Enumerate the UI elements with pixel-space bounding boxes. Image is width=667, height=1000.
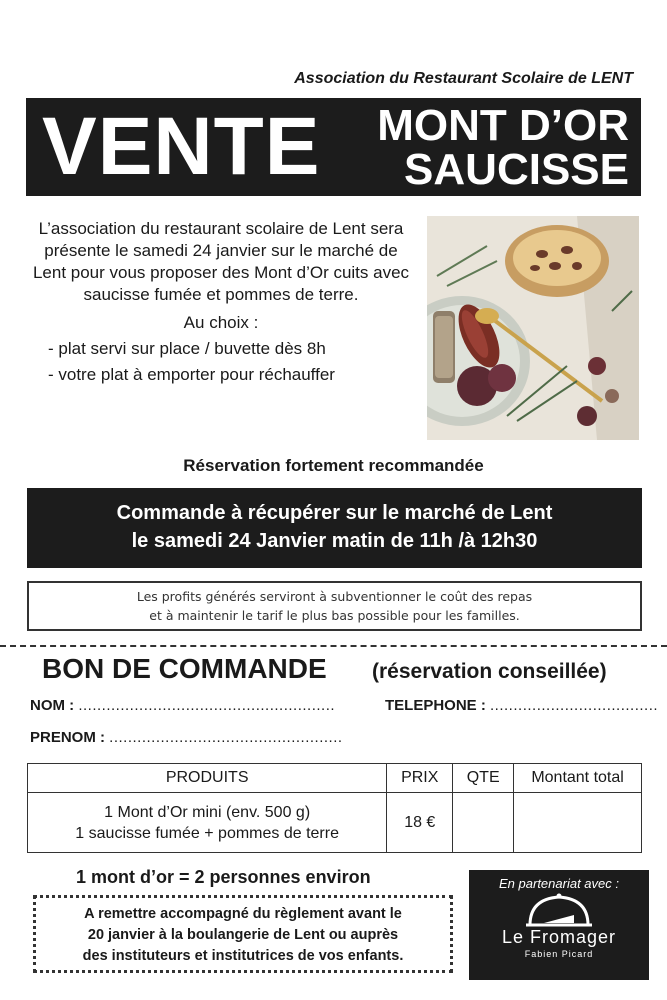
title-banner: [26, 98, 641, 196]
association-name: Association du Restaurant Scolaire de LENT: [294, 70, 633, 87]
telephone-label: TELEPHONE :: [385, 697, 486, 714]
header-products: PRODUITS: [28, 764, 387, 793]
telephone-field[interactable]: [385, 697, 658, 714]
firstname-label: PRENOM :: [30, 729, 105, 746]
banner-product: [377, 101, 629, 194]
header-total: Montant total: [514, 764, 642, 793]
telephone-blank[interactable]: ....................................: [490, 697, 659, 714]
banner-title: VENTE: [42, 101, 321, 192]
deposit-line3: des instituteurs et institutrices de vos enfants.: [82, 948, 404, 964]
profits-notice: [27, 581, 642, 631]
pickup-banner: [27, 488, 642, 568]
choice-option: - votre plat à emporter pour réchauffer: [48, 365, 335, 384]
product-cell: [28, 793, 387, 853]
intro-text: [28, 218, 414, 390]
firstname-blank[interactable]: ..................................................: [109, 729, 343, 746]
order-form-subtitle: (réservation conseillée): [372, 660, 607, 683]
table-header-row: [28, 764, 642, 793]
choice-label: Au choix :: [183, 313, 259, 332]
header-qty: QTE: [453, 764, 514, 793]
profits-line1: Les profits générés serviront à subventionner le coût des repas: [136, 589, 533, 604]
partner-box: [469, 870, 649, 980]
intro-paragraph: L’association du restaurant scolaire de Lent sera présente le samedi 24 janvier sur le marché de Lent pour vous proposer des Mont d’Or cuits avec saucisse fumée et pommes de terre.: [32, 219, 410, 304]
mont-dor-photo: [427, 216, 639, 440]
product-line2: 1 saucisse fumée + pommes de terre: [75, 824, 339, 842]
cut-line: [0, 645, 667, 647]
name-label: NOM :: [30, 697, 75, 714]
pickup-line1: Commande à récupérer sur le marché de Lent: [116, 502, 553, 524]
partner-person: Fabien Picard: [524, 949, 594, 959]
qty-cell[interactable]: [453, 793, 514, 853]
partner-brand: Le Fromager: [501, 927, 617, 947]
firstname-field[interactable]: [30, 729, 343, 746]
product-line1: 1 Mont d’Or mini (env. 500 g): [104, 803, 311, 821]
deposit-instructions: [33, 895, 453, 973]
total-cell[interactable]: [514, 793, 642, 853]
deposit-line1: A remettre accompagné du règlement avant le: [84, 906, 402, 922]
partner-label: En partenariat avec :: [499, 876, 619, 891]
reservation-note: Réservation fortement recommandée: [183, 456, 484, 475]
name-field[interactable]: [30, 697, 335, 714]
deposit-line2: 20 janvier à la boulangerie de Lent ou auprès: [87, 927, 399, 943]
price-cell: 18 €: [387, 793, 453, 853]
order-form-title: BON DE COMMANDE: [42, 653, 327, 684]
profits-line2: et à maintenir le tarif le plus bas possible pour les familles.: [149, 608, 520, 623]
name-blank[interactable]: .......................................................: [78, 697, 336, 714]
table-row: [28, 793, 642, 853]
persons-note: 1 mont d’or = 2 personnes environ: [76, 867, 371, 887]
banner-product-line1: MONT D’OR: [377, 101, 629, 150]
pickup-line2: le samedi 24 Janvier matin de 11h /à 12h30: [131, 530, 538, 552]
order-table: [27, 763, 642, 853]
choice-option: - plat servi sur place / buvette dès 8h: [48, 339, 326, 358]
header-price: PRIX: [387, 764, 453, 793]
cheese-dome-icon: [524, 893, 594, 929]
banner-product-line2: SAUCISSE: [404, 145, 629, 194]
